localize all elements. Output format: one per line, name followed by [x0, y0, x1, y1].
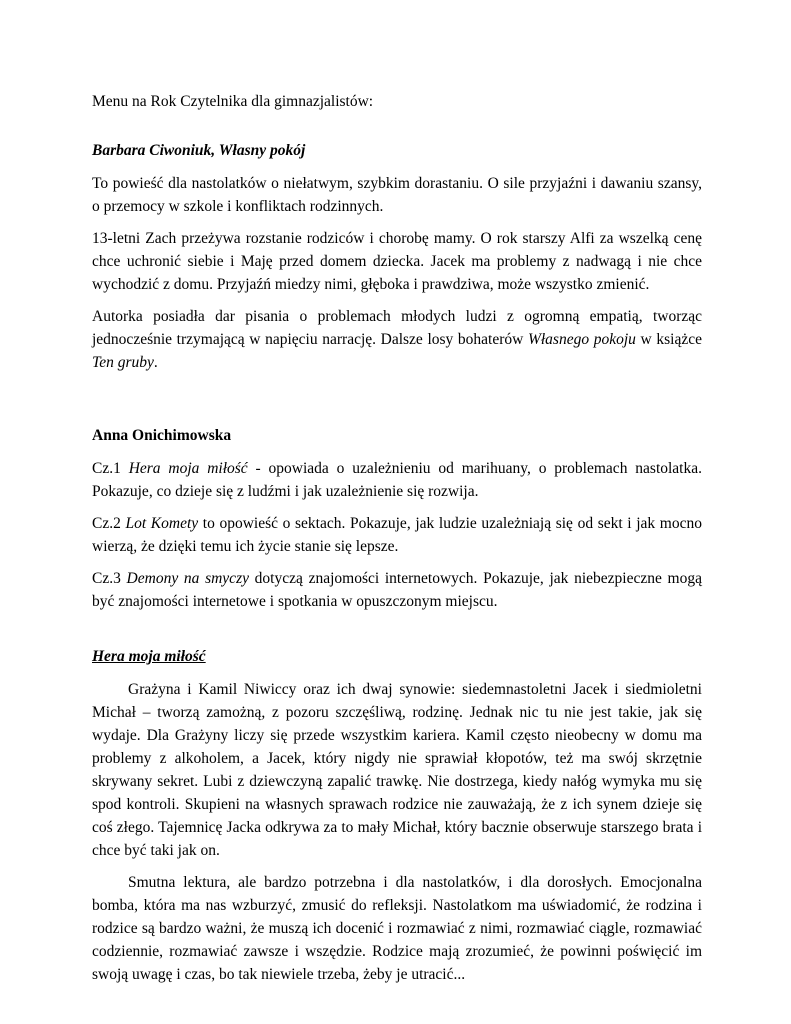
paragraph-hera-plot: Grażyna i Kamil Niwiccy oraz ich dwaj synowie: siedemnastoletni Jacek i siedmioletni Michał – tworzą zamożną, z pozoru szczęśliwą, rodzinę. Jednak nic tu nie jest takie, jak się wydaje. Dla Grażyny liczy się przede wszystkim kariera. Kamil często nieobecny w domu ma problemy z alkoholem, a Jacek, który nigdy nie sprawiał kłopotów, też ma swój skrzętnie skrywany sekret. Lubi z dziewczyną zapalić trawkę. Nie dostrzega, kiedy nałóg wymyka mu się spod kontroli. Skupieni na własnych sprawach rodzice nie zauważają, że z ich synem dzieje się coś złego. Tajemnicę Jacka odkrywa za to mały Michał, który bacznie obserwuje starszego brata i chce być taki jak on.: [92, 681, 702, 859]
page-title: Menu na Rok Czytelnika dla gimnazjalistów:: [92, 93, 374, 110]
paragraph-cz2: [92, 512, 702, 558]
section-heading-onichimowska: Anna Onichimowska: [92, 427, 232, 444]
paragraph-cz1: [92, 457, 702, 503]
cz2-title: Lot Komety: [125, 515, 199, 532]
author-text-b: w książce: [635, 331, 702, 348]
section-heading-hera: Hera moja miłość: [92, 648, 206, 665]
cz1-label: Cz.1: [92, 460, 129, 477]
book-title-wlasny-pokoj: Własnego pokoju: [527, 331, 636, 348]
paragraph-plot: 13-letni Zach przeżywa rozstanie rodziców i chorobę mamy. O rok starszy Alfi za wszelką cenę chce uchronić siebie i Maję przed domem dziecka. Jacek ma problemy z nadwagą i nie chce wychodzić z domu. Przyjaźń miedzy nimi, głęboka i prawdziwa, może wszystko zmienić.: [92, 230, 702, 293]
section-heading-ciwoniuk: Barbara Ciwoniuk, Własny pokój: [92, 142, 306, 159]
document-page: [92, 90, 702, 986]
cz3-text: dotyczą znajomości internetowych. Pokazuje, jak niebezpieczne mogą być znajomości internetowe i spotkania w opuszczonym miejscu.: [92, 570, 702, 610]
book-title-ten-gruby: Ten gruby: [92, 354, 154, 371]
cz1-text: - opowiada o uzależnieniu od marihuany, o problemach nastolatka. Pokazuje, co dzieje się z ludźmi i jak uzależnienie się rozwija.: [92, 460, 702, 500]
cz2-label: Cz.2: [92, 515, 126, 532]
paragraph-author: [92, 305, 702, 374]
paragraph-hera-review: Smutna lektura, ale bardzo potrzebna i dla nastolatków, i dla dorosłych. Emocjonalna bomba, która ma nas wzburzyć, zmusić do refleksji. Nastolatkom ma uświadomić, że rodzina i rodzice są bardzo ważni, że muszą ich docenić i rozmawiać z nimi, rozmawiać ciągle, rozmawiać codziennie, rozmawiać zawsze i wszędzie. Rodzice mają zrozumieć, że powinni poświęcić im swoją uwagę i czas, bo tak niewiele trzeba, żeby je utracić...: [92, 874, 702, 983]
paragraph-cz3: [92, 567, 702, 613]
cz3-title: Demony na smyczy: [126, 570, 249, 587]
cz2-text: to opowieść o sektach. Pokazuje, jak ludzie uzależniają się od sekt i jak mocno wierzą, że dzięki temu ich życie stanie się lepsze.: [92, 515, 702, 555]
author-text-c: .: [153, 354, 158, 371]
cz3-label: Cz.3: [92, 570, 127, 587]
cz1-title: Hera moja miłość: [128, 460, 248, 477]
paragraph-intro: To powieść dla nastolatków o niełatwym, szybkim dorastaniu. O sile przyjaźni i dawaniu szansy, o przemocy w szkole i konfliktach rodzinnych.: [92, 175, 702, 215]
author-text-a: Autorka posiadła dar pisania o problemach młodych ludzi z ogromną empatią, tworząc jednocześnie trzymającą w napięciu narrację. Dalsze losy bohaterów: [92, 308, 702, 348]
